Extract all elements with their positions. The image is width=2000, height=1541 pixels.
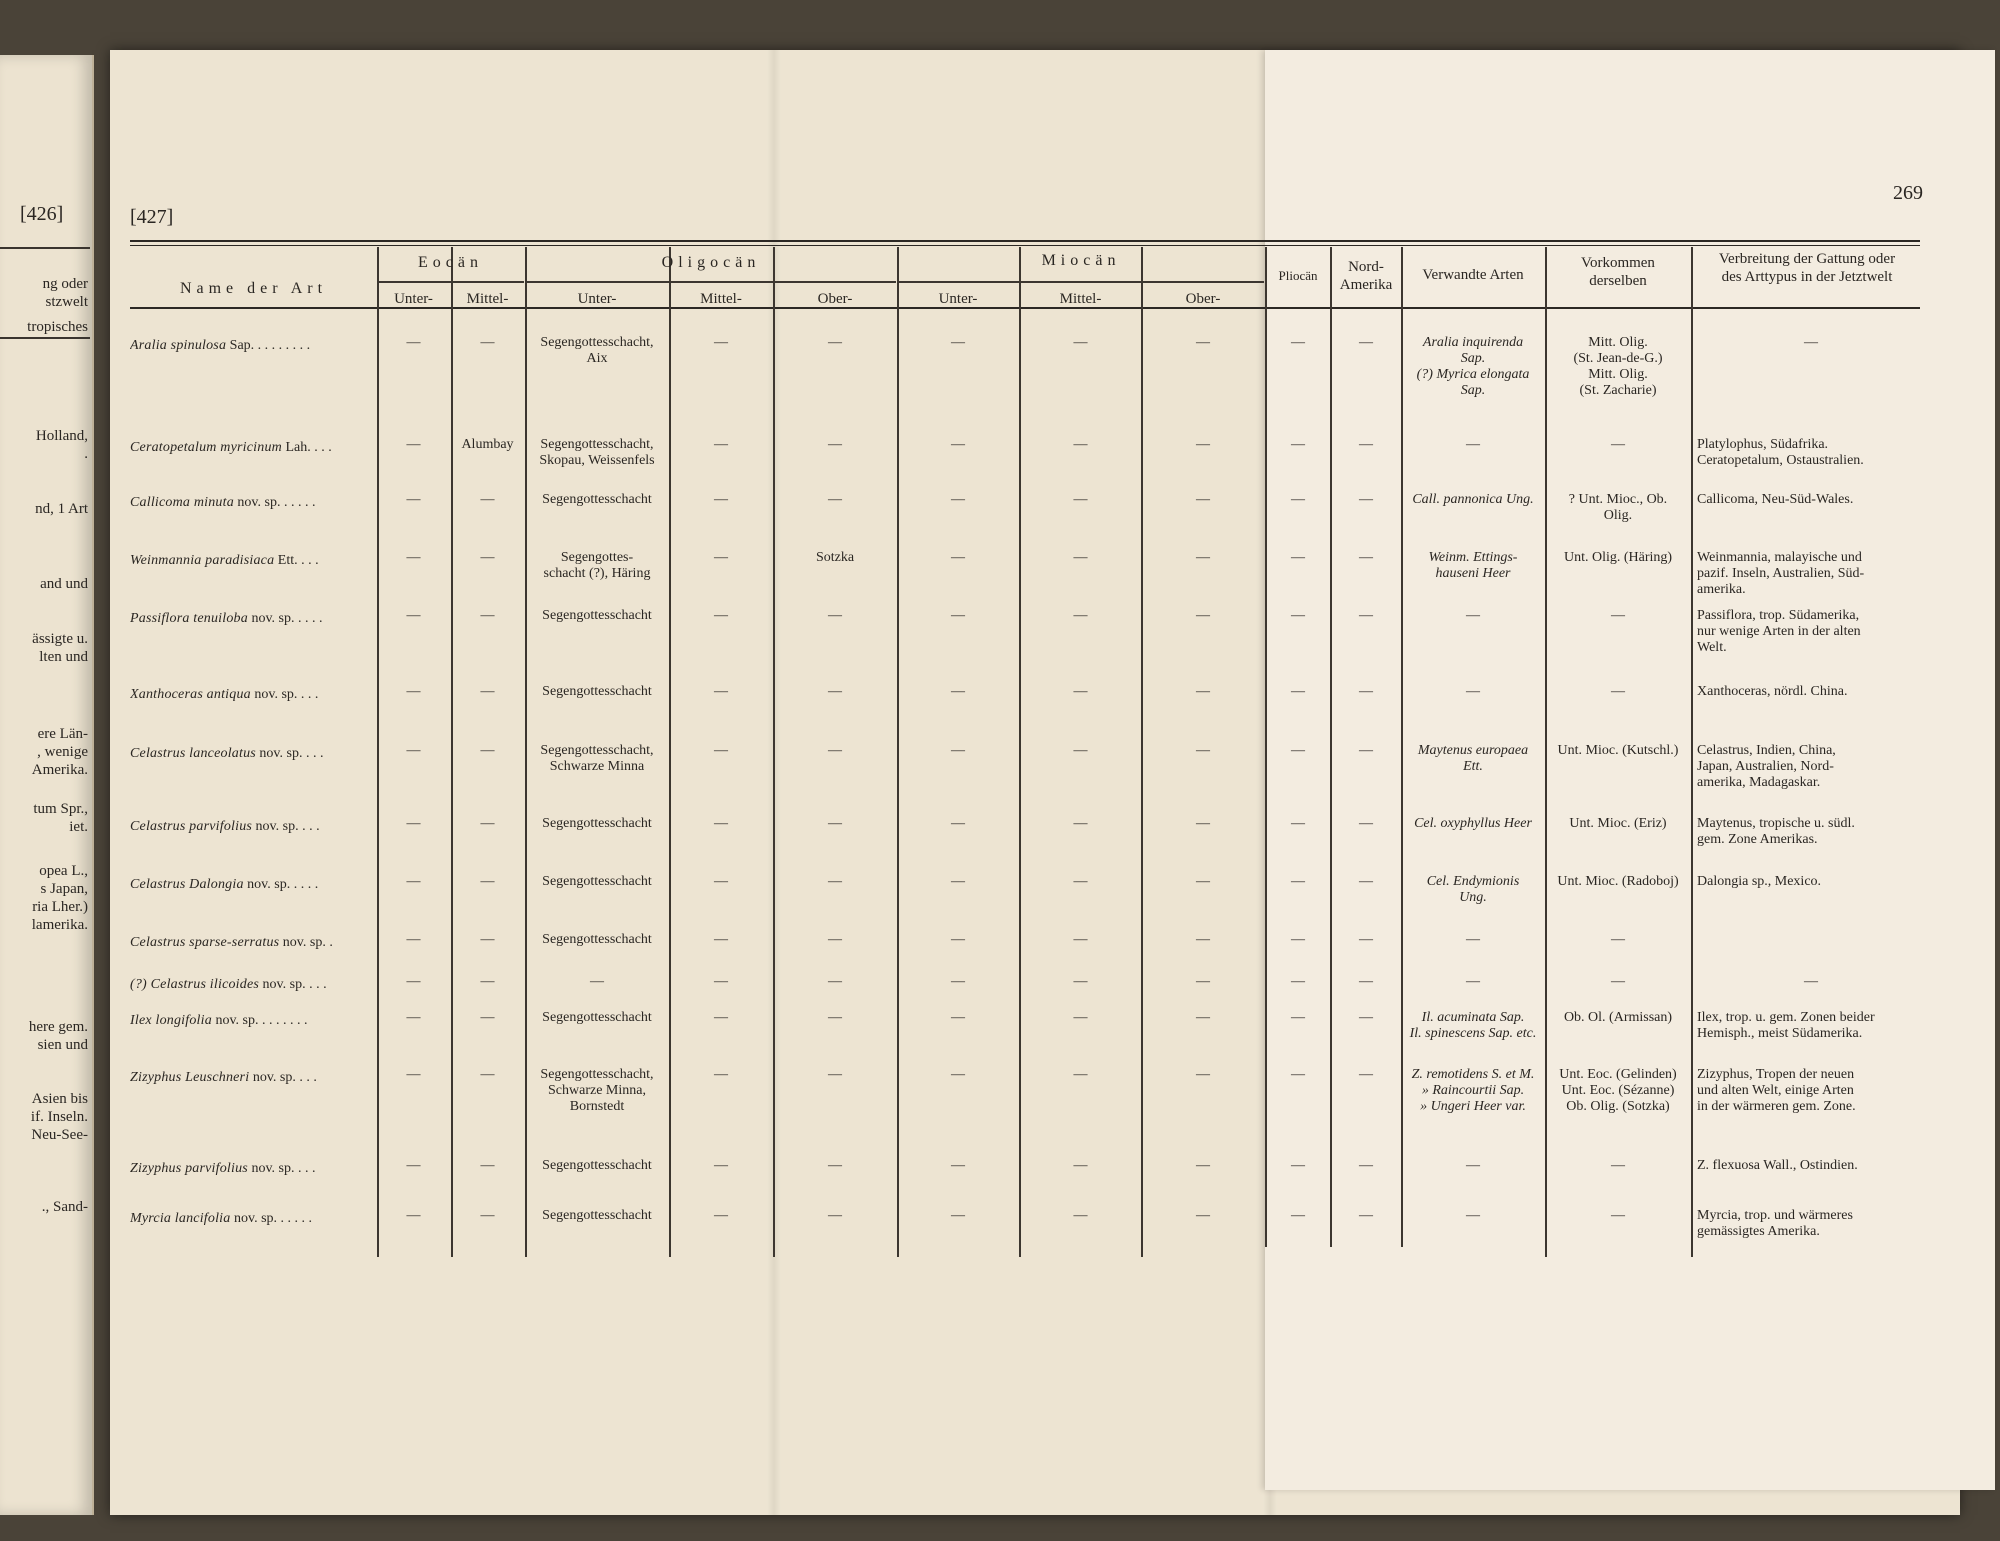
page-number-left: [427] — [130, 206, 174, 228]
cell-oo: Sotzka — [815, 550, 855, 565]
cell-eu: — — [406, 684, 421, 699]
header-verwandte-arten: Verwandte Arten — [1422, 267, 1524, 283]
cell-va: Maytenus europaea Ett. — [1417, 743, 1529, 774]
cell-pl: — — [1291, 335, 1305, 350]
header-eocaen-mittel: Mittel- — [466, 291, 509, 307]
header-oligocaen-ober: Ober- — [817, 291, 853, 307]
species-name — [130, 338, 368, 354]
species-name — [130, 611, 368, 627]
cell-na: — — [1359, 1010, 1373, 1025]
left-page-line: tropisches — [27, 319, 88, 335]
cell-mo: — — [1196, 335, 1210, 350]
cell-om: — — [714, 932, 728, 947]
cell-pl: — — [1291, 816, 1305, 831]
species-binomial: Celastrus lanceolatus — [130, 746, 256, 761]
cell-na: — — [1359, 1158, 1373, 1173]
cell-na: — — [1359, 492, 1373, 507]
header-eocaen-unter: Unter- — [394, 291, 433, 307]
cell-mm: — — [1073, 1208, 1088, 1223]
cell-pl: — — [1291, 550, 1305, 565]
species-author: nov. sp. . — [279, 935, 333, 950]
species-name — [130, 977, 368, 993]
page-number-right: 269 — [1893, 182, 1923, 204]
species-name — [130, 440, 368, 456]
cell-om: — — [714, 1208, 728, 1223]
cell-vb: Myrcia, trop. und wärmeres gemässigtes Amerika. — [1697, 1208, 1853, 1239]
cell-mo: — — [1196, 1010, 1210, 1025]
species-name — [130, 687, 368, 703]
cell-om: — — [714, 874, 728, 889]
cell-oo: — — [828, 743, 842, 758]
cell-vb: Ilex, trop. u. gem. Zonen beider Hemisph., meist Südamerika. — [1697, 1010, 1875, 1041]
cell-mo: — — [1196, 608, 1210, 623]
cell-vk: Unt. Olig. (Häring) — [1563, 550, 1673, 565]
cell-vk: Unt. Mioc. (Eriz) — [1569, 816, 1667, 831]
cell-va: Cel. Endymionis Ung. — [1426, 874, 1520, 905]
cell-eu: — — [406, 1010, 421, 1025]
cell-va: — — [1466, 932, 1480, 947]
cell-na: — — [1359, 1208, 1373, 1223]
left-page-line: nd, 1 Art — [35, 501, 88, 517]
cell-mm: — — [1073, 1158, 1088, 1173]
cell-mm: — — [1073, 974, 1088, 989]
header-miocaen-unter: Unter- — [938, 291, 978, 307]
cell-om: — — [714, 335, 728, 350]
cell-mo: — — [1196, 974, 1210, 989]
cell-vb: Xanthoceras, nördl. China. — [1697, 684, 1848, 699]
left-page-line: ere Län- , wenige Amerika. — [31, 726, 88, 778]
cell-eu: — — [406, 816, 421, 831]
species-author: nov. sp. . . . — [259, 977, 327, 992]
left-page — [0, 55, 94, 1515]
species-binomial: Myrcia lancifolia — [130, 1211, 231, 1226]
cell-eu: — — [406, 1158, 421, 1173]
cell-ou: Segengottesschacht — [542, 816, 652, 831]
cell-ou: Segengottesschacht, Schwarze Minna, Bornstedt — [540, 1067, 654, 1114]
cell-mu: — — [951, 874, 965, 889]
cell-na: — — [1359, 816, 1373, 831]
cell-vb: — — [1804, 974, 1818, 989]
cell-va: — — [1466, 437, 1480, 452]
cell-ou: Segengottesschacht — [542, 1208, 652, 1223]
cell-vk: Ob. Ol. (Armissan) — [1563, 1010, 1673, 1025]
cell-na: — — [1359, 437, 1373, 452]
cell-om: — — [714, 550, 728, 565]
cell-em: — — [480, 608, 495, 623]
cell-va: — — [1466, 974, 1480, 989]
species-binomial: Xanthoceras antiqua — [130, 687, 251, 702]
species-author: nov. sp. . . . — [249, 1070, 317, 1085]
species-binomial: Celastrus parvifolius — [130, 819, 253, 834]
cell-vb: Platylophus, Südafrika. Ceratopetalum, Ostaustralien. — [1697, 437, 1864, 468]
cell-oo: — — [828, 816, 842, 831]
cell-pl: — — [1291, 608, 1305, 623]
left-page-rule — [0, 337, 90, 339]
cell-oo: — — [828, 437, 842, 452]
cell-ou: Segengottes- schacht (?), Häring — [543, 550, 651, 581]
cell-vk: — — [1611, 1208, 1625, 1223]
species-name — [130, 746, 368, 762]
cell-mm: — — [1073, 816, 1088, 831]
cell-na: — — [1359, 1067, 1373, 1082]
cell-mm: — — [1073, 492, 1088, 507]
cell-va: — — [1466, 608, 1480, 623]
cell-mo: — — [1196, 874, 1210, 889]
cell-mu: — — [951, 335, 965, 350]
cell-vb: Maytenus, tropische u. südl. gem. Zone Amerikas. — [1697, 816, 1855, 847]
cell-vk: — — [1611, 974, 1625, 989]
cell-oo: — — [828, 1067, 842, 1082]
species-binomial: Zizyphus Leuschneri — [130, 1070, 250, 1085]
left-page-line: Holland, . — [35, 428, 88, 462]
left-page-line: ng oder stzwelt — [42, 276, 88, 310]
species-name — [130, 1013, 368, 1029]
cell-mo: — — [1196, 1208, 1210, 1223]
species-author: Lah. . . . — [281, 440, 332, 455]
cell-mm: — — [1073, 684, 1088, 699]
left-page-line: and und — [40, 576, 88, 592]
cell-mm: — — [1073, 437, 1088, 452]
cell-om: — — [714, 743, 728, 758]
cell-na: — — [1359, 608, 1373, 623]
cell-oo: — — [828, 974, 842, 989]
cell-mm: — — [1073, 550, 1088, 565]
oligocaen-rule — [526, 281, 896, 283]
cell-vb: — — [1804, 335, 1818, 350]
species-name — [130, 1211, 368, 1227]
species-binomial: Celastrus Dalongia — [130, 877, 244, 892]
header-oligocaen: Oligocän — [661, 254, 761, 271]
cell-eu: — — [406, 608, 421, 623]
species-binomial: Passiflora tenuiloba — [130, 611, 248, 626]
cell-om: — — [714, 1010, 728, 1025]
cell-mo: — — [1196, 932, 1210, 947]
cell-em: Alumbay — [461, 437, 514, 452]
species-author: nov. sp. . . . . . — [233, 495, 316, 510]
cell-vk: — — [1611, 932, 1625, 947]
species-binomial: Callicoma minuta — [130, 495, 234, 510]
header-miocaen: Miocän — [1041, 252, 1121, 269]
header-eocaen: Eocän — [418, 254, 483, 271]
cell-eu: — — [406, 1208, 421, 1223]
cell-vb: Celastrus, Indien, China, Japan, Australien, Nord- amerika, Madagaskar. — [1697, 743, 1836, 790]
cell-va: Cel. oxyphyllus Heer — [1414, 816, 1532, 831]
cell-vk: Mitt. Olig. (St. Jean-de-G.) Mitt. Olig. (St. Zacharie) — [1573, 335, 1663, 398]
cell-em: — — [480, 816, 495, 831]
header-miocaen-ober: Ober- — [1185, 291, 1221, 307]
species-name — [130, 935, 368, 951]
species-author: Ett. . . . — [274, 553, 319, 568]
species-binomial: Aralia spinulosa — [130, 338, 227, 353]
cell-mm: — — [1073, 335, 1088, 350]
cell-mm: — — [1073, 1067, 1088, 1082]
cell-oo: — — [828, 874, 842, 889]
header-name: Name der Art — [179, 280, 328, 297]
header-pliocaen: Pliocän — [1278, 268, 1318, 283]
left-page-line: ässigte u. lten und — [32, 631, 88, 665]
cell-mo: — — [1196, 437, 1210, 452]
species-author: Sap. . . . . . . . . — [226, 338, 311, 353]
cell-pl: — — [1291, 1067, 1305, 1082]
left-page-rule — [0, 247, 90, 249]
header-nordamerika: Nord- Amerika — [1339, 259, 1393, 293]
cell-pl: — — [1291, 874, 1305, 889]
cell-ou: Segengottesschacht — [542, 608, 652, 623]
cell-om: — — [714, 437, 728, 452]
cell-em: — — [480, 1208, 495, 1223]
cell-em: — — [480, 874, 495, 889]
cell-mo: — — [1196, 492, 1210, 507]
cell-pl: — — [1291, 492, 1305, 507]
cell-vk: — — [1611, 437, 1625, 452]
cell-om: — — [714, 816, 728, 831]
cell-mu: — — [951, 816, 965, 831]
cell-na: — — [1359, 743, 1373, 758]
cell-mo: — — [1196, 684, 1210, 699]
cell-mu: — — [951, 550, 965, 565]
cell-vk: — — [1611, 1158, 1625, 1173]
cell-na: — — [1359, 335, 1373, 350]
cell-oo: — — [828, 335, 842, 350]
species-binomial: Weinmannia paradisiaca — [130, 553, 275, 568]
cell-na: — — [1359, 874, 1373, 889]
cell-vk: — — [1611, 608, 1625, 623]
cell-em: — — [480, 974, 495, 989]
cell-oo: — — [828, 932, 842, 947]
cell-eu: — — [406, 1067, 421, 1082]
cell-va: Weinm. Ettings- hauseni Heer — [1428, 550, 1518, 581]
cell-vk: Unt. Mioc. (Kutschl.) — [1557, 743, 1679, 758]
cell-pl: — — [1291, 1208, 1305, 1223]
cell-ou: Segengottesschacht — [542, 874, 652, 889]
top-rule-thin — [130, 245, 1920, 246]
cell-om: — — [714, 684, 728, 699]
cell-mm: — — [1073, 932, 1088, 947]
cell-mu: — — [951, 684, 965, 699]
header-vorkommen: Vorkommen derselben — [1581, 255, 1655, 289]
cell-ou: — — [590, 974, 604, 989]
cell-em: — — [480, 492, 495, 507]
top-rule — [130, 240, 1920, 242]
cell-mo: — — [1196, 816, 1210, 831]
cell-oo: — — [828, 608, 842, 623]
cell-eu: — — [406, 974, 421, 989]
cell-va: Z. remotidens S. et M. » Raincourtii Sap. » Ungeri Heer var. — [1411, 1067, 1535, 1114]
cell-na: — — [1359, 684, 1373, 699]
cell-mm: — — [1073, 743, 1088, 758]
cell-va: — — [1466, 684, 1480, 699]
left-page-number: [426] — [20, 203, 64, 225]
cell-eu: — — [406, 874, 421, 889]
header-verbreitung: Verbreitung der Gattung oder des Arttypus in der Jetztwelt — [1718, 251, 1896, 285]
cell-em: — — [480, 684, 495, 699]
cell-pl: — — [1291, 437, 1305, 452]
species-author: nov. sp. . . . — [250, 687, 319, 702]
cell-em: — — [480, 1158, 495, 1173]
left-page-line: ., Sand- — [41, 1199, 88, 1215]
cell-ou: Segengottesschacht — [542, 1010, 652, 1025]
cell-om: — — [714, 974, 728, 989]
cell-vk: ? Unt. Mioc., Ob. Olig. — [1568, 492, 1668, 523]
cell-vk: Unt. Mioc. (Radoboj) — [1557, 874, 1679, 889]
cell-ou: Segengottesschacht, Schwarze Minna — [540, 743, 654, 774]
left-page-line: tum Spr., iet. — [33, 801, 88, 835]
cell-mm: — — [1073, 608, 1088, 623]
cell-mu: — — [951, 974, 965, 989]
cell-em: — — [480, 550, 495, 565]
cell-oo: — — [828, 1208, 842, 1223]
cell-na: — — [1359, 550, 1373, 565]
cell-mu: — — [951, 492, 965, 507]
cell-mu: — — [951, 1010, 965, 1025]
cell-eu: — — [406, 932, 421, 947]
cell-va: — — [1466, 1208, 1480, 1223]
species-binomial: Celastrus sparse-serratus — [130, 935, 280, 950]
left-page-line: Asien bis if. Inseln. Neu-See- — [30, 1091, 88, 1143]
cell-na: — — [1359, 974, 1373, 989]
cell-pl: — — [1291, 974, 1305, 989]
species-name — [130, 877, 368, 893]
species-binomial: Zizyphus parvifolius — [130, 1161, 248, 1176]
cell-eu: — — [406, 550, 421, 565]
cell-va: Il. acuminata Sap. Il. spinescens Sap. etc. — [1409, 1010, 1537, 1041]
cell-pl: — — [1291, 743, 1305, 758]
cell-em: — — [480, 932, 495, 947]
cell-vb: Callicoma, Neu-Süd-Wales. — [1697, 492, 1854, 507]
cell-em: — — [480, 1010, 495, 1025]
species-author: nov. sp. . . . — [255, 746, 324, 761]
cell-na: — — [1359, 932, 1373, 947]
cell-ou: Segengottesschacht — [542, 684, 652, 699]
cell-pl: — — [1291, 1010, 1305, 1025]
cell-mo: — — [1196, 1067, 1210, 1082]
cell-ou: Segengottesschacht, Aix — [540, 335, 654, 366]
cell-mu: — — [951, 1158, 965, 1173]
column-divider — [1691, 247, 1693, 1257]
cell-vb: Passiflora, trop. Südamerika, nur wenige Arten in der alten Welt. — [1697, 608, 1861, 655]
cell-em: — — [480, 335, 495, 350]
cell-mo: — — [1196, 743, 1210, 758]
species-author: nov. sp. . . . . — [243, 877, 319, 892]
cell-pl: — — [1291, 684, 1305, 699]
species-name — [130, 819, 368, 835]
species-name — [130, 1070, 368, 1086]
cell-vb: Z. flexuosa Wall., Ostindien. — [1697, 1158, 1858, 1173]
cell-em: — — [480, 1067, 495, 1082]
cell-mu: — — [951, 608, 965, 623]
header-oligocaen-unter: Unter- — [577, 291, 617, 307]
cell-mo: — — [1196, 550, 1210, 565]
cell-ou: Segengottesschacht — [542, 1158, 652, 1173]
cell-om: — — [714, 1158, 728, 1173]
cell-mu: — — [951, 932, 965, 947]
species-name — [130, 553, 368, 569]
cell-mu: — — [951, 1067, 965, 1082]
species-binomial: Ilex longifolia — [130, 1013, 212, 1028]
cell-ou: Segengottesschacht — [542, 492, 652, 507]
cell-ou: Segengottesschacht, Skopau, Weissenfels — [539, 437, 655, 468]
cell-vb: Dalongia sp., Mexico. — [1697, 874, 1822, 889]
species-name — [130, 1161, 368, 1177]
cell-eu: — — [406, 492, 421, 507]
species-author: nov. sp. . . . — [252, 819, 320, 834]
cell-va: — — [1466, 1158, 1480, 1173]
cell-mm: — — [1073, 1010, 1088, 1025]
species-author: nov. sp. . . . . . . . — [211, 1013, 308, 1028]
header-miocaen-mittel: Mittel- — [1059, 291, 1102, 307]
cell-oo: — — [828, 1158, 842, 1173]
cell-mo: — — [1196, 1158, 1210, 1173]
species-name — [130, 495, 368, 511]
species-author: nov. sp. . . . . . — [230, 1211, 313, 1226]
species-binomial: Ceratopetalum myricinum — [130, 440, 282, 455]
cell-eu: — — [406, 437, 421, 452]
species-binomial: (?) Celastrus ilicoides — [130, 977, 260, 992]
cell-oo: — — [828, 1010, 842, 1025]
cell-vb: Zizyphus, Tropen der neuen und alten Welt, einige Arten in der wärmeren gem. Zone. — [1697, 1067, 1856, 1114]
cell-vk: Unt. Eoc. (Gelinden) Unt. Eoc. (Sézanne) Ob. Olig. (Sotzka) — [1559, 1067, 1677, 1114]
cell-eu: — — [406, 335, 421, 350]
cell-om: — — [714, 492, 728, 507]
cell-oo: — — [828, 684, 842, 699]
cell-om: — — [714, 608, 728, 623]
cell-eu: — — [406, 743, 421, 758]
cell-mm: — — [1073, 874, 1088, 889]
cell-oo: — — [828, 492, 842, 507]
cell-vk: — — [1611, 684, 1625, 699]
left-page-line: here gem. sien und — [28, 1019, 88, 1053]
cell-pl: — — [1291, 1158, 1305, 1173]
cell-om: — — [714, 1067, 728, 1082]
cell-mu: — — [951, 1208, 965, 1223]
left-page-line: opea L., s Japan, ria Lher.) lamerika. — [31, 863, 88, 933]
cell-em: — — [480, 743, 495, 758]
miocaen-rule — [898, 281, 1264, 283]
cell-va: Call. pannonica Ung. — [1412, 492, 1534, 507]
species-author: nov. sp. . . . — [247, 1161, 316, 1176]
species-author: nov. sp. . . . . — [247, 611, 323, 626]
cell-mu: — — [951, 743, 965, 758]
cell-pl: — — [1291, 932, 1305, 947]
cell-ou: Segengottesschacht — [542, 932, 652, 947]
header-oligocaen-mittel: Mittel- — [700, 291, 742, 307]
cell-va: Aralia inquirenda Sap. (?) Myrica elongata Sap. — [1416, 335, 1530, 398]
cell-mu: — — [951, 437, 965, 452]
cell-vb: Weinmannia, malayische und pazif. Inseln, Australien, Süd- amerika. — [1697, 550, 1865, 597]
